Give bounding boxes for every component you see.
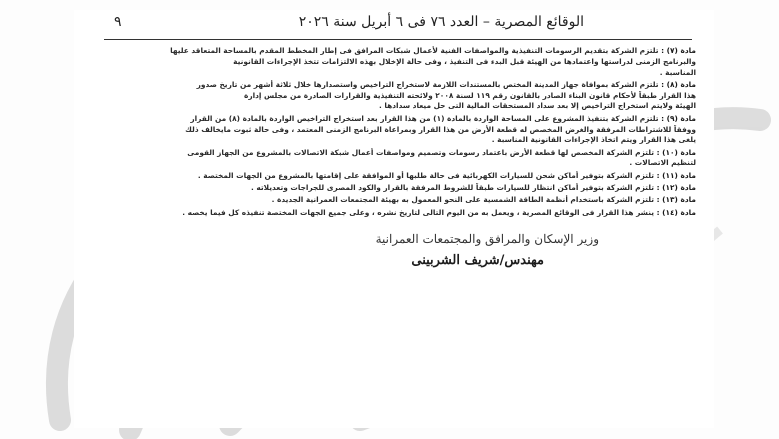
article-text: تلتزم الشركة المخصص لها قطعة الأرض باعتماد رسومات وتصميم ومواصفات أعمال شبكة الاتصالات بالمشروع من الجهاز القومى <box>187 147 654 157</box>
minister-title: وزير الإسكان والمرافق والمجتمعات العمرانية <box>375 232 599 246</box>
article-text: يلغى هذا القرار ويتم اتخاذ الإجراءات القانونية المناسبة . <box>491 135 696 145</box>
article-text: الهيئة ولايتم استخراج التراخيص إلا بعد سداد المستحقات المالية التى حل ميعاد سدادها . <box>378 101 696 111</box>
article-text: تلتزم الشركة بتوفير أماكن انتظار للسيارات طبقاً للشروط المرفقة بالقرار والكود المصرى للجراجات وتعديلاته . <box>250 183 654 193</box>
gazette-sheet <box>74 10 714 428</box>
article-label: مادة (١٤) : <box>656 207 696 217</box>
article-label: مادة (١١) : <box>656 170 696 180</box>
article-text: والبرنامج الزمنى لدراستها واعتمادها من الهيئة قبل البدء فى التنفيذ ، وفى حالة الإخلال بهذه الالتزامات تتخذ الإجراءات القانونية <box>233 56 696 66</box>
article-label: مادة (٨) : <box>661 79 696 89</box>
article-text: تلتزم الشركة بتقديم الرسومات التنفيذية والمواصفات الفنية لأعمال شبكات المرافق فى إطار المخطط المقدم بالمساحة المتعاقد عليها <box>170 46 659 55</box>
article-text: ينشر هذا القرار فى الوقائع المصرية ، ويعمل به من اليوم التالى لتاريخ نشره ، وعلى جميع الجهات المختصة تنفيذه كل فيما يخصه . <box>182 207 654 217</box>
article-text: هذا القرار طبقاً لأحكام قانون البناء الصادر بالقانون رقم ١١٩ لسنة ٢٠٠٨ ولائحته التنفيذية والقرارات الصادرة من مجلس إدارة <box>243 90 696 100</box>
minister-name: مهندس/شريف الشربينى <box>411 253 544 268</box>
article-text: لتنظيم الاتصالات . <box>629 158 696 168</box>
article-text: تلتزم الشركة بتنفيذ المشروع على المساحة الواردة بالمادة (١) من هذا القرار بعد استخراج التراخيص الواردة بالمادة (٨) من القرار <box>190 113 659 123</box>
article-text: تلتزم الشركة باستخدام أنظمة الطاقة الشمسية على النحو المعمول به بهيئة المجتمعات العمرانية الجديدة . <box>271 195 654 205</box>
signature-block <box>74 10 714 428</box>
article-text: تلتزم الشركة بموافاة جهاز المدينة المختص بالمستندات اللازمة لاستخراج التراخيص واستصدارها خلال ثلاثة أشهر من تاريخ صدور <box>196 79 659 89</box>
article-label: مادة (٩) : <box>661 113 696 123</box>
article-label: مادة (١٣) : <box>656 195 696 205</box>
gazette-title: الوقائع المصرية – العدد ٧٦ فى ٦ أبريل سنة ٢٠٢٦ <box>298 14 584 30</box>
article-label: مادة (١٢) : <box>656 183 696 193</box>
article-text: تلتزم الشركة بتوفير أماكن شحن للسيارات الكهربائية فى حالة طلبها أو الموافقة على إقامتها بالمشروع من الجهات المختصة . <box>197 170 654 180</box>
article-label: مادة (٧) : <box>661 46 696 55</box>
page-number: ٩ <box>114 14 122 30</box>
article-label: مادة (١٠) : <box>656 147 696 157</box>
article-text: المناسبة . <box>659 67 696 77</box>
article-text: ووفقاً للاشتراطات المرفقة والغرض المخصص له قطعة الأرض من هذا القرار وبمراعاة البرنامج الزمنى المعتمد ، وفى حالة ثبوت مايخالف ذلك <box>185 124 696 134</box>
